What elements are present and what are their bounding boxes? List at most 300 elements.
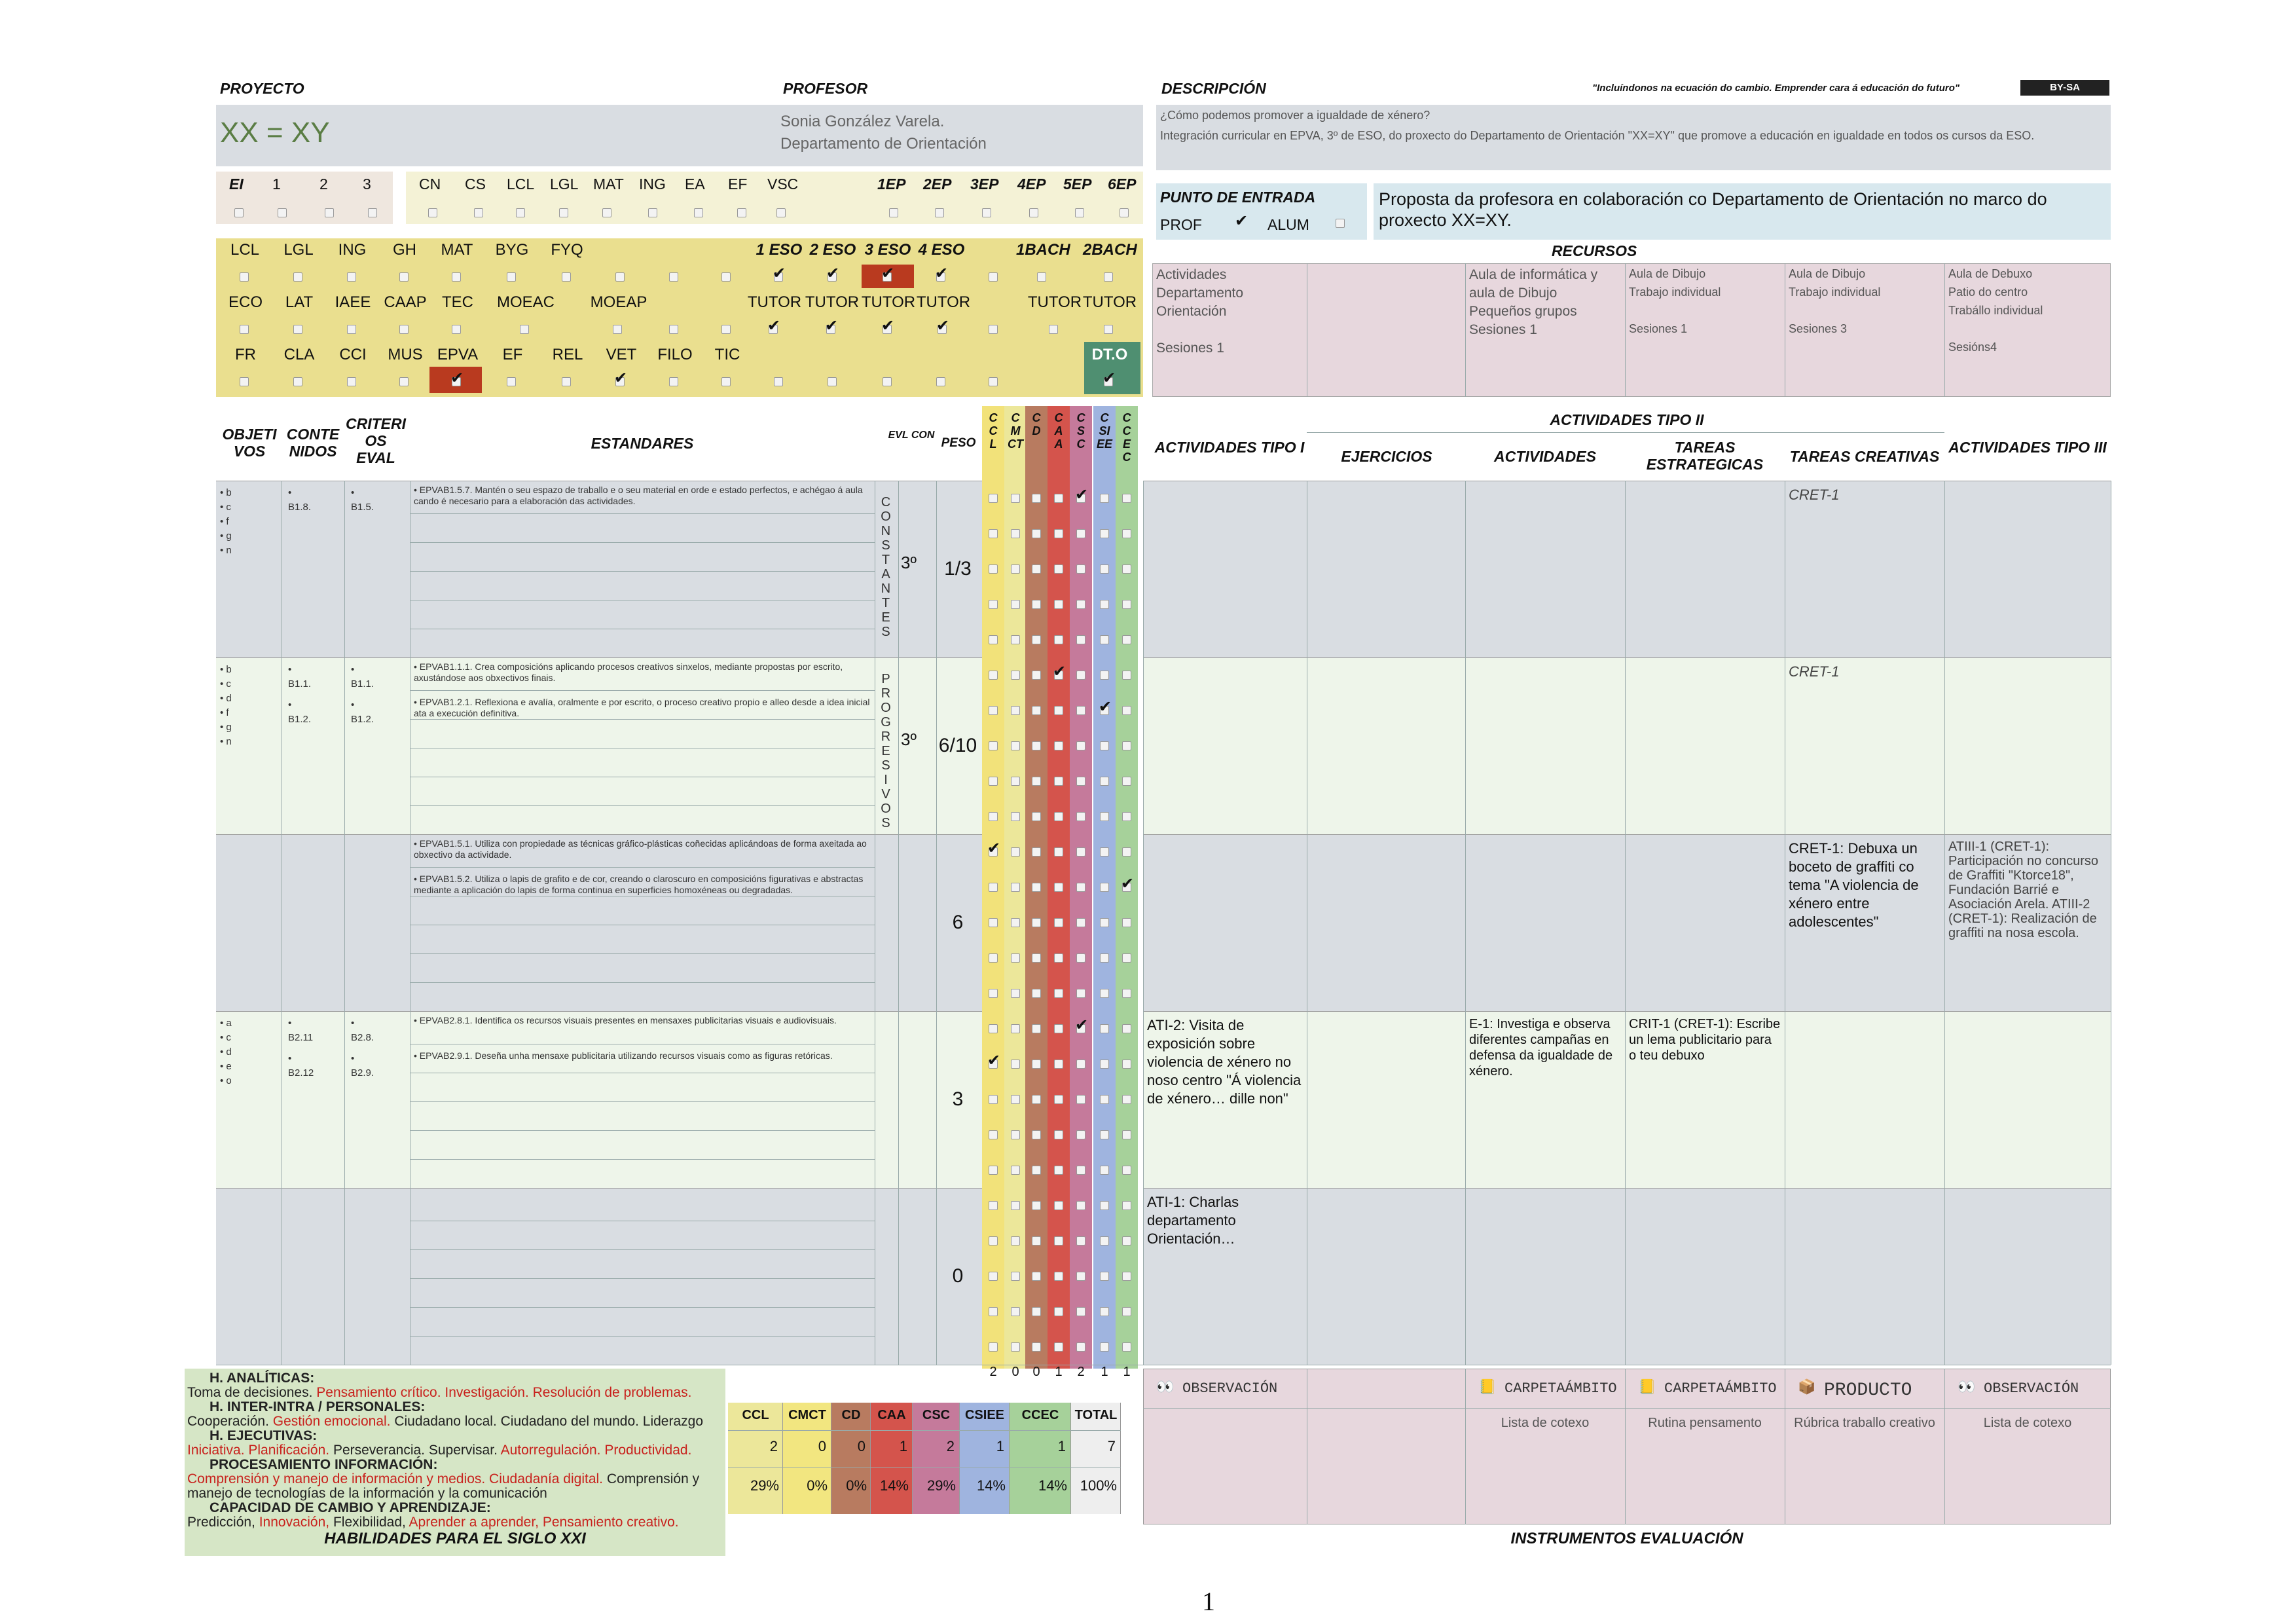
total-6: 1: [1123, 1365, 1131, 1379]
std-row-line: [410, 953, 875, 954]
comp-cb-0-3-6[interactable]: [1122, 600, 1131, 609]
subject-r3-cb-9[interactable]: [721, 377, 731, 386]
comp-cb-3-2-5[interactable]: [1100, 1095, 1109, 1104]
obj-item: • b: [220, 487, 232, 498]
level-ep-cb-5[interactable]: [1120, 208, 1129, 217]
entry-prof: PROF: [1160, 216, 1202, 233]
comp-cb-1-2-6[interactable]: [1122, 741, 1131, 750]
hab-ejec-line: Iniciativa. Planificación. Perseverancia. Supervisar. Autorregulación. Productividad.: [187, 1443, 692, 1458]
cont-item: • B1.8.: [288, 487, 312, 513]
comp-cb-0-4-4[interactable]: [1076, 635, 1085, 644]
subject-r1-cb-9[interactable]: [721, 272, 731, 282]
comp-cb-4-0-4[interactable]: [1076, 1201, 1085, 1210]
comp-cb-2-2-3[interactable]: [1054, 918, 1063, 927]
comp-cb-0-2-0[interactable]: [989, 564, 998, 574]
comp-cb-3-1-6[interactable]: [1122, 1060, 1131, 1069]
level-ep-cb-0[interactable]: [889, 208, 898, 217]
subject-r2-cb-14[interactable]: [1049, 325, 1058, 334]
comp-cb-3-3-6[interactable]: [1122, 1130, 1131, 1139]
comp-cb-3-3-4[interactable]: [1076, 1130, 1085, 1139]
level-prim-cb-8[interactable]: [776, 208, 786, 217]
comp-cb-4-2-4[interactable]: [1076, 1272, 1085, 1281]
subject-r3-cb-1[interactable]: [293, 377, 302, 386]
comp-cb-4-1-6[interactable]: [1122, 1236, 1131, 1246]
comp-cb-1-0-0[interactable]: [989, 671, 998, 680]
subject-r1-cb-12-check-icon: ✔: [881, 265, 895, 282]
comp-cb-2-2-6[interactable]: [1122, 918, 1131, 927]
comp-cb-4-3-1[interactable]: [1011, 1307, 1020, 1316]
subject-r1-cb-0[interactable]: [240, 272, 249, 282]
summary-rule1: [728, 1430, 1121, 1431]
level-prim-cb-7[interactable]: [737, 208, 746, 217]
recursos-cell-2-2: Pequeños grupos: [1469, 304, 1577, 319]
subject-r2-cb-9-check-icon: ✔: [767, 317, 781, 335]
level-prim-cb-4[interactable]: [602, 208, 611, 217]
level-ep-1: 2EP: [923, 175, 952, 193]
alum-checkbox[interactable]: [1336, 219, 1345, 228]
level-ep-cb-1[interactable]: [935, 208, 944, 217]
comp-cb-4-2-5[interactable]: [1100, 1272, 1109, 1281]
comp-cb-4-1-3[interactable]: [1054, 1236, 1063, 1246]
comp-cb-3-1-5[interactable]: [1100, 1060, 1109, 1069]
proyecto-label: PROYECTO: [220, 80, 304, 97]
subject-r3-7: VET: [606, 346, 637, 363]
comp-cb-3-2-1[interactable]: [1011, 1095, 1020, 1104]
level-prim-cb-2[interactable]: [516, 208, 525, 217]
level-prim-cb-6[interactable]: [694, 208, 703, 217]
comp-cb-4-3-6[interactable]: [1122, 1307, 1131, 1316]
comp-cb-1-4-0[interactable]: [989, 812, 998, 821]
comp-cb-4-4-6[interactable]: [1122, 1342, 1131, 1352]
level-prim-5: ING: [639, 175, 666, 193]
entry-label: PUNTO DE ENTRADA: [1160, 189, 1316, 206]
comp-cb-4-0-2[interactable]: [1032, 1201, 1041, 1210]
comp-cb-0-3-3[interactable]: [1054, 600, 1063, 609]
comp-cb-1-4-3[interactable]: [1054, 812, 1063, 821]
level-prim-cb-3[interactable]: [559, 208, 568, 217]
comp-cb-2-3-2[interactable]: [1032, 953, 1041, 963]
comp-cb-0-0-6[interactable]: [1122, 494, 1131, 503]
project-title: XX = XY: [220, 117, 330, 149]
comp-cb-3-3-5[interactable]: [1100, 1130, 1109, 1139]
comp-cb-3-2-4[interactable]: [1076, 1095, 1085, 1104]
comp-cb-1-2-2[interactable]: [1032, 741, 1041, 750]
habilidades-footer: HABILIDADES PARA EL SIGLO XXI: [324, 1530, 586, 1547]
summary-pct-0: 29%: [750, 1477, 779, 1494]
comp-cb-3-4-4[interactable]: [1076, 1166, 1085, 1175]
comp-cb-1-4-6[interactable]: [1122, 812, 1131, 821]
subject-r2-cb-13[interactable]: [989, 325, 998, 334]
block-vline: [1944, 657, 1945, 834]
comp-cb-3-2-3[interactable]: [1054, 1095, 1063, 1104]
subject-r1-1: LGL: [283, 241, 314, 259]
comp-cb-2-4-2[interactable]: [1032, 989, 1041, 998]
comp-cb-1-4-5[interactable]: [1100, 812, 1109, 821]
comp-cb-1-2-3[interactable]: [1054, 741, 1063, 750]
subject-r2-cb-5[interactable]: [520, 325, 529, 334]
comp-cb-1-1-3[interactable]: [1054, 706, 1063, 715]
comp-cb-2-2-4[interactable]: [1076, 918, 1085, 927]
level-ei-0: EI: [229, 175, 244, 193]
level-ep-cb-2[interactable]: [982, 208, 991, 217]
comp-cb-0-3-1[interactable]: [1011, 600, 1020, 609]
comp-cb-1-1-0[interactable]: [989, 706, 998, 715]
subjects-panel: [216, 238, 1143, 397]
subject-r1-cb-14[interactable]: [989, 272, 998, 282]
comp-cb-0-0-4-check-icon: ✔: [1075, 486, 1089, 504]
level-prim-8: VSC: [767, 175, 799, 193]
comp-cb-4-0-5[interactable]: [1100, 1201, 1109, 1210]
subject-r2-cb-1[interactable]: [293, 325, 302, 334]
comp-cb-4-0-6[interactable]: [1122, 1201, 1131, 1210]
instr-rule: [1143, 1408, 2111, 1409]
comp-cb-4-2-2[interactable]: [1032, 1272, 1041, 1281]
summary-count-2: 0: [857, 1438, 866, 1454]
block-vline: [1625, 481, 1626, 657]
subject-r2-0: ECO: [228, 293, 263, 311]
comp-cb-4-4-1[interactable]: [1011, 1342, 1020, 1352]
comp-cb-3-3-0[interactable]: [989, 1130, 998, 1139]
comp-cb-3-3-2[interactable]: [1032, 1130, 1041, 1139]
comp-cb-2-3-6[interactable]: [1122, 953, 1131, 963]
comp-cb-1-3-2[interactable]: [1032, 777, 1041, 786]
comp-cb-4-4-2[interactable]: [1032, 1342, 1041, 1352]
recursos-divider: [1465, 263, 1466, 397]
comp-cb-3-1-4[interactable]: [1076, 1060, 1085, 1069]
comp-cb-3-0-3[interactable]: [1054, 1024, 1063, 1033]
comp-cb-3-4-2[interactable]: [1032, 1166, 1041, 1175]
block-vline: [1465, 1011, 1466, 1188]
comp-cb-4-2-1[interactable]: [1011, 1272, 1020, 1281]
level-ep-cb-3[interactable]: [1029, 208, 1038, 217]
recursos-cell-0-2: Orientación: [1156, 304, 1227, 319]
comp-cb-4-0-3[interactable]: [1054, 1201, 1063, 1210]
comp-cb-2-3-1[interactable]: [1011, 953, 1020, 963]
comp-cb-2-0-5[interactable]: [1100, 847, 1109, 857]
head-cont: CONTE NIDOS: [286, 426, 340, 460]
comp-cb-2-0-6[interactable]: [1122, 847, 1131, 857]
instr-divider: [1465, 1369, 1466, 1524]
recursos-cell-2-3: Sesiones 1: [1469, 322, 1537, 337]
comp-cb-0-2-5[interactable]: [1100, 564, 1109, 574]
peso-value: 1/3: [944, 558, 972, 580]
comp-cb-3-1-1[interactable]: [1011, 1060, 1020, 1069]
subject-r1-cb-3[interactable]: [399, 272, 409, 282]
subject-r2-4: TEC: [442, 293, 473, 311]
comp-cb-2-0-2[interactable]: [1032, 847, 1041, 857]
comp-cb-2-1-5[interactable]: [1100, 883, 1109, 892]
subject-r3-cb-11[interactable]: [828, 377, 837, 386]
comp-cb-1-3-5[interactable]: [1100, 777, 1109, 786]
comp-cb-4-4-5[interactable]: [1100, 1342, 1109, 1352]
comp-cb-1-3-1[interactable]: [1011, 777, 1020, 786]
comp-cb-1-2-4[interactable]: [1076, 741, 1085, 750]
subject-r2-cb-2[interactable]: [347, 325, 356, 334]
recursos-cell-0-4: Sesiones 1: [1156, 341, 1224, 356]
recursos-cell-5-4: Sesións4: [1948, 341, 1997, 354]
comp-cb-1-0-3-check-icon: ✔: [1053, 663, 1066, 680]
comp-cb-1-1-6[interactable]: [1122, 706, 1131, 715]
obj-item: • g: [220, 530, 232, 542]
comp-cb-2-4-4[interactable]: [1076, 989, 1085, 998]
comp-cb-4-3-0[interactable]: [989, 1307, 998, 1316]
comp-cb-4-3-3[interactable]: [1054, 1307, 1063, 1316]
crit-item: • B1.2.: [351, 699, 374, 725]
comp-cb-2-0-1[interactable]: [1011, 847, 1020, 857]
comp-cb-2-3-4[interactable]: [1076, 953, 1085, 963]
comp-cb-3-1-3[interactable]: [1054, 1060, 1063, 1069]
comp-cb-1-1-4[interactable]: [1076, 706, 1085, 715]
cont-item: • B1.2.: [288, 699, 312, 725]
comp-cb-1-0-5[interactable]: [1100, 671, 1109, 680]
comp-cb-1-0-6[interactable]: [1122, 671, 1131, 680]
subject-r1-cb-1[interactable]: [293, 272, 302, 282]
comp-cb-1-4-1[interactable]: [1011, 812, 1020, 821]
comp-head-4: C S C: [1076, 411, 1085, 451]
comp-cb-3-3-3[interactable]: [1054, 1130, 1063, 1139]
comp-cb-3-4-1[interactable]: [1011, 1166, 1020, 1175]
comp-cb-2-4-1[interactable]: [1011, 989, 1020, 998]
comp-cb-0-1-2[interactable]: [1032, 529, 1041, 538]
subject-r2-cb-7[interactable]: [669, 325, 678, 334]
subject-r1-cb-4[interactable]: [452, 272, 461, 282]
comp-cb-4-0-1[interactable]: [1011, 1201, 1020, 1210]
subject-r1-cb-16[interactable]: [1104, 272, 1113, 282]
comp-cb-1-1-1[interactable]: [1011, 706, 1020, 715]
comp-cb-1-4-2[interactable]: [1032, 812, 1041, 821]
level-prim-cb-0[interactable]: [428, 208, 437, 217]
comp-cb-2-4-0[interactable]: [989, 989, 998, 998]
subject-r1-cb-10-check-icon: ✔: [773, 265, 786, 282]
comp-cb-0-4-0[interactable]: [989, 635, 998, 644]
comp-cb-1-0-2[interactable]: [1032, 671, 1041, 680]
comp-cb-3-0-5[interactable]: [1100, 1024, 1109, 1033]
comp-cb-4-1-4[interactable]: [1076, 1236, 1085, 1246]
recursos-cell-5-2: Trabállo individual: [1948, 304, 2043, 317]
level-ei-3: 3: [363, 175, 371, 193]
teacher-name: Sonia González Varela.: [780, 113, 945, 130]
comp-cb-3-4-0[interactable]: [989, 1166, 998, 1175]
comp-cb-0-1-0[interactable]: [989, 529, 998, 538]
comp-cb-0-2-3[interactable]: [1054, 564, 1063, 574]
instr-sub-2: Lista de cotexo: [1501, 1416, 1590, 1430]
subject-r1-4: MAT: [441, 241, 473, 259]
comp-cb-2-2-0[interactable]: [989, 918, 998, 927]
comp-cb-2-1-1[interactable]: [1011, 883, 1020, 892]
comp-cb-4-0-0[interactable]: [989, 1201, 998, 1210]
comp-cb-0-0-5[interactable]: [1100, 494, 1109, 503]
comp-cb-3-0-1[interactable]: [1011, 1024, 1020, 1033]
comp-cb-1-2-5[interactable]: [1100, 741, 1109, 750]
comp-cb-1-2-1[interactable]: [1011, 741, 1020, 750]
subject-r3-cb-5[interactable]: [507, 377, 516, 386]
block-vline: [898, 481, 899, 657]
subject-r3-5: EF: [502, 346, 523, 363]
comp-cb-1-3-4[interactable]: [1076, 777, 1085, 786]
comp-cb-2-2-2[interactable]: [1032, 918, 1041, 927]
subject-r3-cb-8[interactable]: [669, 377, 678, 386]
comp-cb-2-3-0[interactable]: [989, 953, 998, 963]
comp-cb-0-4-5[interactable]: [1100, 635, 1109, 644]
comp-cb-4-2-3[interactable]: [1054, 1272, 1063, 1281]
subject-r3-cb-13[interactable]: [936, 377, 945, 386]
comp-cb-0-2-2[interactable]: [1032, 564, 1041, 574]
level-ep-3: 4EP: [1017, 175, 1046, 193]
comp-cb-2-3-3[interactable]: [1054, 953, 1063, 963]
subject-r2-cb-8[interactable]: [721, 325, 731, 334]
comp-cb-3-0-0[interactable]: [989, 1024, 998, 1033]
subject-r3-cb-10[interactable]: [774, 377, 783, 386]
comp-cb-3-4-5[interactable]: [1100, 1166, 1109, 1175]
comp-cb-2-1-3[interactable]: [1054, 883, 1063, 892]
comp-cb-0-0-0[interactable]: [989, 494, 998, 503]
comp-cb-0-4-3[interactable]: [1054, 635, 1063, 644]
subject-r1-cb-7[interactable]: [615, 272, 625, 282]
level-prim-cb-1[interactable]: [474, 208, 483, 217]
comp-cb-2-2-1[interactable]: [1011, 918, 1020, 927]
comp-cb-2-4-5[interactable]: [1100, 989, 1109, 998]
comp-cb-1-0-1[interactable]: [1011, 671, 1020, 680]
subject-r3-cb-12[interactable]: [883, 377, 892, 386]
crit-item: • B1.5.: [351, 487, 374, 513]
comp-cb-3-1-2[interactable]: [1032, 1060, 1041, 1069]
comp-cb-3-2-0[interactable]: [989, 1095, 998, 1104]
total-5: 1: [1101, 1365, 1108, 1379]
subject-r2-cb-15[interactable]: [1104, 325, 1113, 334]
comp-cb-0-2-1[interactable]: [1011, 564, 1020, 574]
subject-r3-cb-14[interactable]: [989, 377, 998, 386]
comp-cb-3-4-6[interactable]: [1122, 1166, 1131, 1175]
comp-cb-3-3-1[interactable]: [1011, 1130, 1020, 1139]
comp-cb-3-0-2[interactable]: [1032, 1024, 1041, 1033]
description-text: Integración curricular en EPVA, 3º de ESO, do proxecto do Departamento de Orientación "XX=XY" que promove a educación en igualdade en todos os cursos da ESO.: [1160, 129, 2035, 142]
comp-cb-4-3-5[interactable]: [1100, 1307, 1109, 1316]
comp-cb-0-1-4[interactable]: [1076, 529, 1085, 538]
subject-r2-cb-6[interactable]: [613, 325, 622, 334]
instr-head-3: CARPETAÁMBITO: [1664, 1380, 1777, 1397]
block-vline: [344, 657, 345, 834]
subject-r1-cb-2[interactable]: [347, 272, 356, 282]
subject-r2-cb-0[interactable]: [240, 325, 249, 334]
comp-head-2: C D: [1032, 411, 1041, 437]
comp-cb-0-4-6[interactable]: [1122, 635, 1131, 644]
comp-cb-2-3-5[interactable]: [1100, 953, 1109, 963]
subject-r2-cb-3[interactable]: [399, 325, 409, 334]
comp-cb-0-3-0[interactable]: [989, 600, 998, 609]
summary-head-4: CSC: [922, 1408, 951, 1422]
comp-cb-2-4-6[interactable]: [1122, 989, 1131, 998]
total-4: 2: [1077, 1365, 1085, 1379]
summary-head-7: TOTAL: [1074, 1408, 1118, 1422]
subject-r1-16: 2BACH: [1083, 241, 1137, 259]
comp-cb-4-2-6[interactable]: [1122, 1272, 1131, 1281]
comp-cb-0-3-2[interactable]: [1032, 600, 1041, 609]
comp-cb-1-3-0[interactable]: [989, 777, 998, 786]
comp-cb-2-1-2[interactable]: [1032, 883, 1041, 892]
comp-cb-2-4-3[interactable]: [1054, 989, 1063, 998]
comp-cb-0-1-1[interactable]: [1011, 529, 1020, 538]
comp-cb-0-2-6[interactable]: [1122, 564, 1131, 574]
comp-cb-4-4-3[interactable]: [1054, 1342, 1063, 1352]
comp-cb-0-1-5[interactable]: [1100, 529, 1109, 538]
comp-cb-0-3-5[interactable]: [1100, 600, 1109, 609]
comp-cb-0-4-2[interactable]: [1032, 635, 1041, 644]
comp-cb-4-2-0[interactable]: [989, 1272, 998, 1281]
subject-r2-cb-4[interactable]: [452, 325, 461, 334]
comp-cb-0-4-1[interactable]: [1011, 635, 1020, 644]
comp-cb-4-3-2[interactable]: [1032, 1307, 1041, 1316]
level-prim-cb-5[interactable]: [648, 208, 657, 217]
comp-cb-3-2-2[interactable]: [1032, 1095, 1041, 1104]
subject-r3-cb-0[interactable]: [240, 377, 249, 386]
comp-cb-1-1-2[interactable]: [1032, 706, 1041, 715]
comp-cb-4-1-2[interactable]: [1032, 1236, 1041, 1246]
comp-cb-2-1-4[interactable]: [1076, 883, 1085, 892]
comp-cb-0-1-6[interactable]: [1122, 529, 1131, 538]
comp-cb-3-4-3[interactable]: [1054, 1166, 1063, 1175]
comp-cb-4-4-0[interactable]: [989, 1342, 998, 1352]
level-ei-cb-1[interactable]: [278, 208, 287, 217]
comp-cb-2-0-4[interactable]: [1076, 847, 1085, 857]
comp-cb-0-0-2[interactable]: [1032, 494, 1041, 503]
subject-r1-cb-6[interactable]: [562, 272, 571, 282]
subject-r3-cb-3[interactable]: [399, 377, 409, 386]
comp-cb-2-0-3[interactable]: [1054, 847, 1063, 857]
comp-cb-4-1-1[interactable]: [1011, 1236, 1020, 1246]
block-vline: [1944, 1011, 1945, 1188]
comp-cb-0-0-3[interactable]: [1054, 494, 1063, 503]
subject-r3-cb-2[interactable]: [347, 377, 356, 386]
comp-cb-1-0-4[interactable]: [1076, 671, 1085, 680]
comp-cb-3-2-6[interactable]: [1122, 1095, 1131, 1104]
comp-cb-4-3-4[interactable]: [1076, 1307, 1085, 1316]
block-vline: [1143, 834, 1144, 1011]
comp-cb-4-1-5[interactable]: [1100, 1236, 1109, 1246]
prof-check-icon[interactable]: ✔: [1235, 212, 1248, 230]
level-ep-cb-4[interactable]: [1075, 208, 1084, 217]
comp-cb-0-1-3[interactable]: [1054, 529, 1063, 538]
subject-r2-12: TUTOR: [916, 293, 971, 311]
comp-cb-3-1-0-check-icon: ✔: [987, 1052, 1001, 1069]
block-left-2: [216, 834, 982, 1011]
comp-cb-1-3-3[interactable]: [1054, 777, 1063, 786]
comp-cb-4-1-0[interactable]: [989, 1236, 998, 1246]
subject-r1-cb-8[interactable]: [669, 272, 678, 282]
instr-icon-3: 📒: [1638, 1380, 1656, 1396]
subject-r1-cb-15[interactable]: [1037, 272, 1046, 282]
summary-head-1: CMCT: [788, 1408, 826, 1422]
comp-cb-4-4-4[interactable]: [1076, 1342, 1085, 1352]
comp-cb-2-1-0[interactable]: [989, 883, 998, 892]
level-ei-cb-3[interactable]: [368, 208, 377, 217]
comp-cb-0-3-4[interactable]: [1076, 600, 1085, 609]
std-row-line: [410, 542, 875, 543]
comp-cb-0-2-4[interactable]: [1076, 564, 1085, 574]
instrumentos-footer: INSTRUMENTOS EVALUACIÓN: [1510, 1530, 1743, 1547]
comp-cb-2-2-5[interactable]: [1100, 918, 1109, 927]
instr-sub-5: Lista de cotexo: [1983, 1416, 2072, 1430]
subject-r3-cb-6[interactable]: [562, 377, 571, 386]
comp-cb-1-2-0[interactable]: [989, 741, 998, 750]
comp-cb-3-0-6[interactable]: [1122, 1024, 1131, 1033]
level-ei-cb-2[interactable]: [325, 208, 334, 217]
block-vline: [1944, 481, 1945, 657]
subject-r1-cb-5[interactable]: [507, 272, 516, 282]
comp-cb-1-3-6[interactable]: [1122, 777, 1131, 786]
comp-cb-0-0-1[interactable]: [1011, 494, 1020, 503]
comp-cb-1-4-4[interactable]: [1076, 812, 1085, 821]
level-ei-cb-0[interactable]: [234, 208, 244, 217]
